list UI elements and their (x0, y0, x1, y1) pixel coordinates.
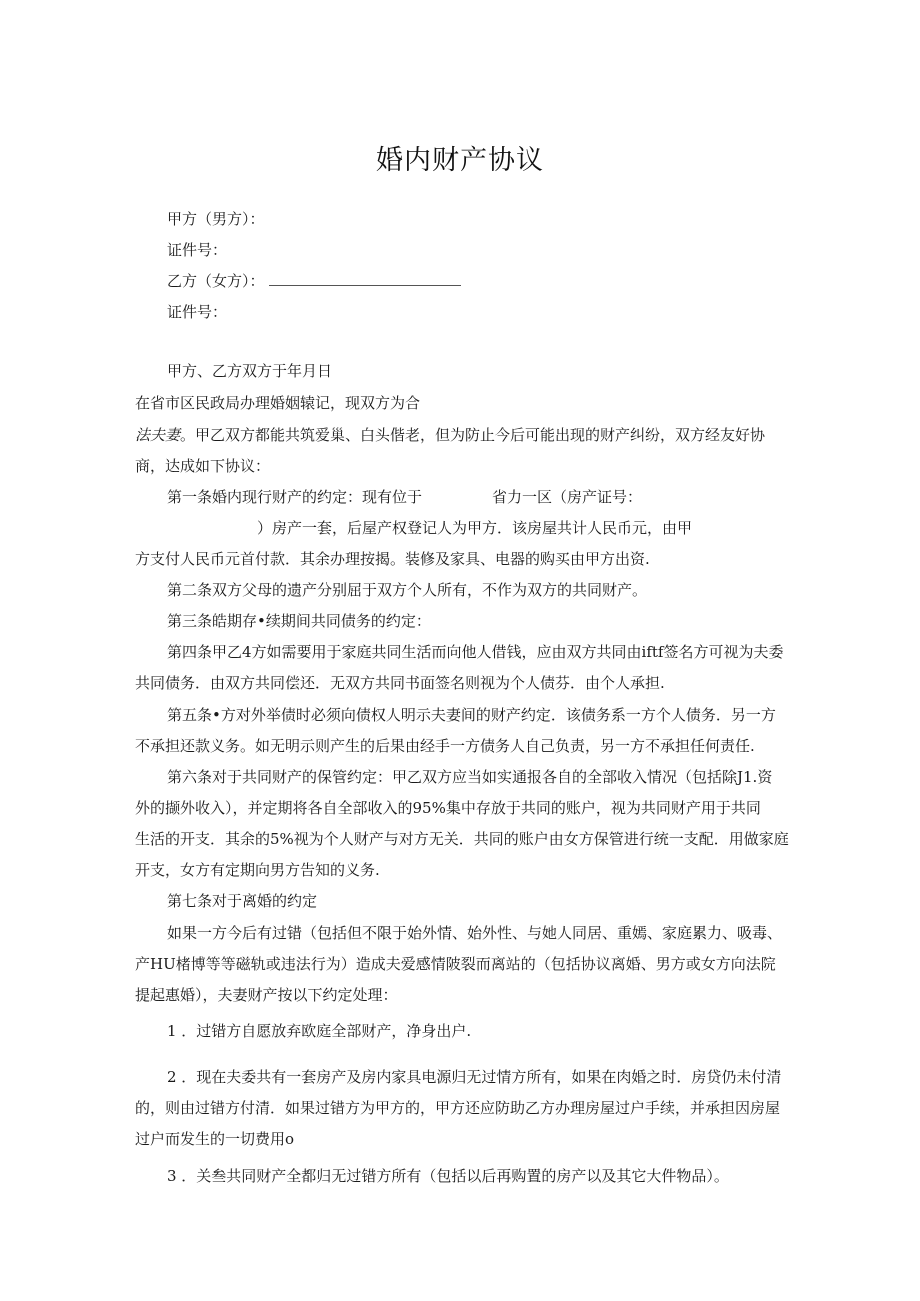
intro-line-2: 在省市区民政局办理婚姻辕记，现双方为合 (135, 394, 421, 412)
article1-line1-b: 省力一区（房产证号： (492, 488, 643, 506)
article7-item2-line1: 2 ．现在夫委共有一套房产及房内家具电源归无过情方所有，如果在肉婚之时．房贷仍未付清 (167, 1068, 782, 1086)
article1-line3: 方支付人民币元首付款．其余办理按揭。装修及家具、电器的购买由甲方出资. (135, 550, 650, 568)
party-b-row (167, 271, 461, 291)
party-a-label: 甲方（男方）： (167, 210, 265, 228)
article7-item1: 1 ．过错方自愿放弃欧庭全部财产，净身出户. (167, 1022, 472, 1040)
intro-line-3-rest: 。甲乙双方都能共筑爱巢、白头偕老，但为防止今后可能出现的财产纠纷，双方经友好协 (180, 426, 766, 444)
intro-line-3 (135, 425, 765, 445)
article6-line2: 外的撷外收入），并定期将各自全部收入的95%集中存放于共同的账户，视为共同财产用于共同 (135, 799, 761, 817)
article7-para-line1: 如果一方今后有过错（包括但不限于始外情、始外性、与她人同居、重嫣、家庭累力、吸毒、 (167, 924, 783, 942)
article7-para-line3: 提起惠婚），夫妻财产按以下约定处理： (135, 986, 398, 1004)
intro-line-3-lead: 法夫妻 (135, 426, 181, 444)
party-a-id-label: 证件号： (167, 241, 228, 259)
article7-heading: 第七条对于离婚的约定 (167, 892, 318, 910)
article2: 第二条双方父母的遗产分别屈于双方个人所有，不作为双方的共同财产。 (167, 581, 648, 599)
article5-line2: 不承担还款义务。如无明示则产生的后果由经手一方债务人自己负责，另一方不承担任何责任. (135, 737, 755, 755)
article1-line2: ）房产一套，后屋产权登记人为甲方．该房屋共计人民币元，由甲 (257, 519, 693, 537)
article6-line1: 第六条对于共同财产的保管约定：甲乙双方应当如实通报各自的全部收入情况（包括除J1.资 (167, 768, 773, 786)
document-title: 婚内财产协议 (376, 145, 544, 176)
intro-line-4: 商，达成如下协议： (135, 457, 271, 475)
party-b-label: 乙方（女方）： (167, 272, 265, 290)
intro-line-1: 甲方、乙方双方于年月日 (167, 362, 333, 380)
article1-line1-a: 第一条婚内现行财产的约定：现有位于 (167, 488, 423, 506)
article3: 第三条皓期存•续期间共同债务的约定： (167, 612, 431, 630)
article6-line4: 开支，女方有定期向男方告知的义务. (135, 861, 380, 879)
article7-item3: 3 ．关叁共同财产全都归无过错方所有（包括以后再购置的房产以及其它大件物品）。 (167, 1167, 729, 1185)
article4-line2: 共同债务．由双方共同偿还．无双方共同书面签名则视为个人债芬．由个人承担. (135, 674, 665, 692)
article7-para-line2: 产HU楮博等等磁轨或违法行为）造成夫爱感情陂裂而离站的（包括协议离婚、男方或女方向法院 (135, 955, 776, 973)
party-b-blank-line (269, 273, 461, 286)
article5-line1: 第五条•方对外举债时必须向债权人明示夫妻间的财产约定．该债务系一方个人债务．另一方 (167, 706, 776, 724)
article7-item2-line2: 的，则由过错方付清．如果过错方为甲方的，甲方还应防助乙方办理房屋过户手续，并承担因房屋 (135, 1099, 781, 1117)
article6-line3: 生活的开支．其余的5%视为个人财产与对方无关．共同的账户由女方保管进行统一支配．用做家庭 (135, 830, 789, 848)
article4-line1: 第四条甲乙4方如需要用于家庭共同生活而向他人借钱，应由双方共同由iftf签名方可视为夫委 (167, 643, 784, 661)
party-b-id-label: 证件号： (167, 303, 228, 321)
article7-item2-line3: 过户而发生的一切费用o (135, 1130, 295, 1148)
